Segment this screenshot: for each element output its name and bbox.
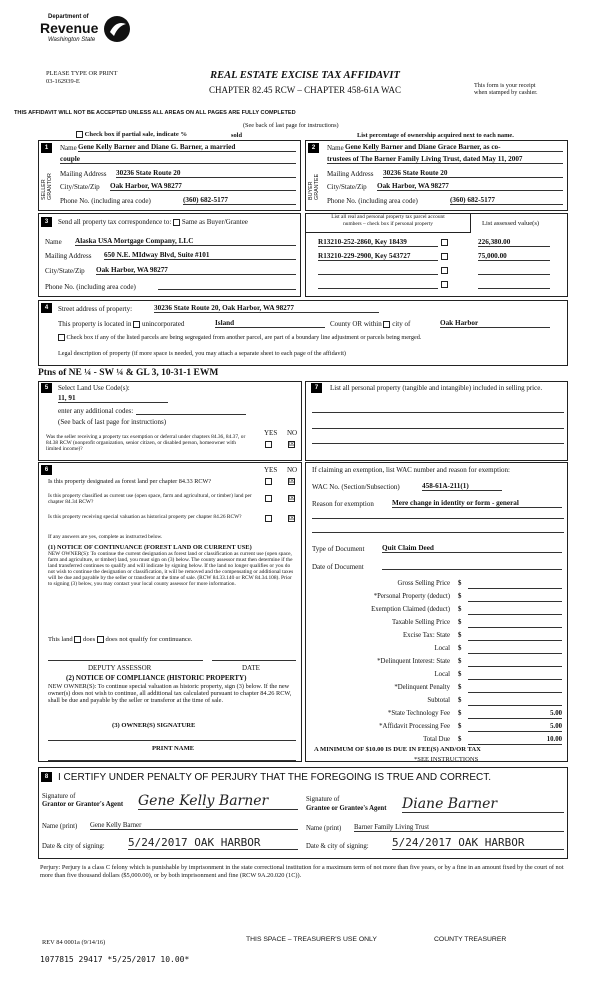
corr-title: Send all property tax correspondence to: [58,218,172,226]
seller-city-label: City/State/Zip [60,183,100,191]
corr-mail-label: Mailing Address [45,252,92,260]
segregated-checkbox[interactable] [58,334,65,341]
compliance-body: NEW OWNER(S): To continue special valuation as historic property, sign (3) below. If the new owner(s) does not wish to continue, all additional tax calculated pursuant to chapter 84.26 RCW, shall be due and payable by the seller or transferor at the time of sale. [48,683,292,704]
calc-row-dollar: $ [458,684,462,691]
calc-row-value[interactable] [468,658,562,667]
additional-codes-label: enter any additional codes: [58,407,134,415]
grantor-name-label: Name (print) [42,823,78,830]
revenue-logo [40,14,135,52]
reason-value: Mere change in identity or form - general [392,499,562,508]
forest-q2-no[interactable]: ☒ [289,494,296,502]
section-7-personal [305,381,568,461]
calc-row-value[interactable]: 5.00 [468,723,562,732]
exemption-claim: If claiming an exemption, list WAC number and reason for exemption: [312,466,510,474]
forest-q1: Is this property designated as forest land per chapter 84.33 RCW? [48,478,212,485]
grantee-date-label: Date & city of signing: [306,843,369,850]
parcel-value-1: 226,380.00 [478,238,550,247]
land-use-no: NO [287,429,298,437]
seller-mail: 30236 State Route 20 [116,169,296,178]
seller-city: Oak Harbor, WA 98277 [110,182,296,191]
partial-sale-label: Check box if partial sale, indicate % [84,131,188,139]
located-row [58,320,184,328]
buyer-name-2: trustees of The Barner Family Living Trust, dated May 11, 2007 [327,155,563,164]
same-as-buyer-label: Same as Buyer/Grantee [181,218,248,226]
owner-sig-line[interactable] [48,740,296,741]
parcel-value-4[interactable] [478,288,550,289]
buyer-name-1: Gene Kelly Barner and Diane Grace Barner, as co- [345,143,563,152]
calc-row-value[interactable] [468,697,562,706]
exemption-yes-checkbox[interactable] [265,441,272,448]
county-or-label: County OR [330,320,363,328]
receipt-note-1: This form is your receipt [474,82,536,89]
exemption-question: Was the seller receiving a property tax exemption or deferral under chapters 84.36, 84.37, or 84.38 RCW (nonprofit organization, senior citizen, or disabled person, homeowner with limited income)? [46,434,246,453]
land-use-see-back: (See back of last page for instructions) [58,418,167,426]
same-as-buyer-checkbox[interactable] [173,219,180,226]
reason-label: Reason for exemption [312,500,374,508]
city-of-label: city of [392,320,411,328]
deputy-label: DEPUTY ASSESSOR [88,664,152,672]
parcel-row-1: R13210-252-2860, Key 18439 [318,238,438,247]
grantee-sig-label-2: Grantee or Grantee's Agent [306,805,387,812]
seller-mail-label: Mailing Address [60,170,107,178]
print-name-label: PRINT NAME [152,745,195,752]
minimum-notice: A MINIMUM OF $10.00 IS DUE IN FEE(S) AND/OR TAX [314,746,481,753]
calc-row-label: Excise Tax: State [403,632,450,639]
calc-row-value[interactable]: 10.00 [468,736,562,745]
calc-row-dollar: $ [458,697,462,704]
calc-row-value[interactable] [468,645,562,654]
calc-row-dollar: $ [458,632,462,639]
rev-code: REV 84 0001a (9/14/16) [42,939,106,946]
grantee-date: 5/24/2017 OAK HARBOR [392,836,564,850]
parcel-1-checkbox[interactable] [441,239,448,246]
personal-line-3[interactable] [312,443,564,444]
land-use-title: Select Land Use Code(s): [58,384,130,392]
buyer-city-label: City/State/Zip [327,183,367,191]
calc-row-label: *Delinquent Interest: State [377,658,450,665]
receipt-note-2: when stamped by cashier. [474,89,538,96]
calc-row-dollar: $ [458,645,462,652]
calc-row-value[interactable] [468,684,562,693]
grantor-sig-label-2: Grantor or Grantor's Agent [42,801,124,808]
partial-sale-checkbox[interactable] [76,131,83,138]
parcels-header-1: List all real and personal property tax parcel account [331,214,445,220]
forest-q2-yes[interactable] [265,495,272,502]
unincorporated-label: unincorporated [141,320,185,328]
perjury-text [40,864,568,880]
calc-row-label: Subtotal [427,697,450,704]
county-treasurer: COUNTY TREASURER [434,936,507,943]
calc-row-label: Exemption Claimed (deduct) [371,606,450,613]
section-3-number: 3 [41,217,52,227]
calc-row-value[interactable] [468,593,562,602]
forest-q3-yes[interactable] [265,515,272,522]
corr-name: Alaska USA Mortgage Company, LLC [75,237,296,246]
form-title: REAL ESTATE EXCISE TAX AFFIDAVIT [210,70,400,81]
logo-text-1: Department of [48,14,89,20]
this-land-row [48,636,192,643]
buyer-side-label: BUYER GRANTEE [308,173,320,200]
forest-answers: If any answers are yes, complete as instructed below. [48,534,163,540]
unincorporated-checkbox[interactable] [133,321,140,328]
calc-row-label: *State Technology Fee [387,710,450,717]
buyer-phone-label: Phone No. (including area code) [327,197,418,205]
calc-row-dollar: $ [458,580,462,587]
form-chapters: CHAPTER 82.45 RCW – CHAPTER 458-61A WAC [209,85,401,95]
grantor-signature: Gene Kelly Barner [138,793,298,810]
calc-row-label: Gross Selling Price [397,580,450,587]
street-label: Street address of property: [58,305,133,313]
grantee-signature: Diane Barner [402,796,564,813]
calc-row-dollar: $ [458,606,462,613]
seller-side-label: SELLER GRANTOR [41,173,53,200]
cashier-stamp: 1077815 29417 *5/25/2017 10.00* [40,955,190,964]
doc-type-value: Quit Claim Deed [382,544,562,553]
grantee-name-label: Name (print) [306,825,342,832]
personal-line-1[interactable] [312,412,564,413]
calc-row-value[interactable] [468,580,562,589]
section-1-number: 1 [41,143,52,153]
reason-line-3[interactable] [312,532,564,533]
calc-row-dollar: $ [458,736,462,743]
calc-row-value[interactable]: 5.00 [468,710,562,719]
logo-swirl-icon [102,14,132,44]
forest-q1-no[interactable]: ☒ [289,477,296,485]
city-value: Oak Harbor [440,319,550,328]
personal-text: List all personal property (tangible and intangible) included in selling price. [330,384,543,392]
land-use-yes: YES [264,429,278,437]
legal-value: Ptns of NE ¼ - SW ¼ & GL 3, 10-31-1 EWM [38,368,219,378]
does-not-checkbox[interactable] [97,636,104,643]
calc-row-dollar: $ [458,658,462,665]
buyer-phone: (360) 682-5177 [450,196,563,205]
forest-q3-no[interactable]: ☒ [289,514,296,522]
personal-line-2[interactable] [312,428,564,429]
parcel-row-2: R13210-229-2900, Key 543727 [318,252,438,261]
section-2-number: 2 [308,143,319,153]
partial-sale-row [76,131,187,138]
corr-city: Oak Harbor, WA 98277 [96,266,296,275]
seller-phone-label: Phone No. (including area code) [60,197,151,205]
calc-row-label: Taxable Selling Price [391,619,450,626]
does-checkbox[interactable] [74,636,81,643]
county-or-row [330,320,410,328]
calc-row-label: *Affidavit Processing Fee [379,723,450,730]
parcel-row-3[interactable] [318,274,438,275]
compliance-title: (2) NOTICE OF COMPLIANCE (HISTORIC PROPERTY) [66,674,247,682]
please-type: PLEASE TYPE OR PRINT [46,70,118,77]
parcel-row-4[interactable] [318,288,438,289]
does-label: does [83,636,96,644]
doc-date-label: Date of Document [312,563,364,571]
grantor-sig-label-1: Signature of [42,793,76,800]
perjury-body: Perjury: Perjury is a class C felony which is punishable by imprisonment in the state correctional institution for a maximum term of not more than five years, or by a fine in an amount fixed by the court of not more than five thousand dollars ($5,000.00), or by both imprisonment and fine (RCW 9A.20.020 (1C)). [40,864,564,879]
forest-q2: Is this property classified as current use (open space, farm and agricultural, or timber) land per chapter 84.34 RCW? [48,493,252,506]
county-value: Island [215,319,325,328]
seller-name-label: Name [60,144,77,152]
forest-no: NO [287,466,298,474]
value-header: List assessed value(s) [482,220,540,227]
continuance-title: (1) NOTICE OF CONTINUANCE (FOREST LAND OR CURRENT USE) [48,544,252,551]
owner-sig-label: (3) OWNER(S) SIGNATURE [112,722,196,729]
calc-row-dollar: $ [458,723,462,730]
deputy-line[interactable] [48,660,203,661]
street-value: 30236 State Route 20, Oak Harbor, WA 98277 [154,304,379,313]
list-pct: List percentage of ownership acquired next to each name. [357,132,514,139]
see-back: (See back of last page for instructions) [243,122,339,129]
corr-title-row [58,218,248,226]
forest-q3: Is this property receiving special valuation as historical property per chapter 84.26 RCW? [48,514,242,520]
calc-row-value[interactable] [468,671,562,680]
segregated-label: Check box if any of the listed parcels are being segregated from another parcel, are part of a boundary line adjustment or parcels being merged. [66,334,422,341]
wac-label: WAC No. (Section/Subsection) [312,483,400,491]
legal-label: Legal description of property (if more space is needed, you may attach a separate sheet to each page of the affidavit) [58,350,346,357]
calc-row-label: *Delinquent Penalty [394,684,450,691]
doc-type-label: Type of Document [312,545,365,553]
within-label: within [363,320,382,328]
calc-row-dollar: $ [458,619,462,626]
segregated-row [58,334,421,341]
land-use-code: 11, 91 [58,394,168,403]
grantee-sig-label-1: Signature of [306,796,340,803]
grantor-date: 5/24/2017 OAK HARBOR [128,836,298,850]
grantee-name: Barner Family Living Trust [354,824,564,832]
buyer-name-label: Name [327,144,344,152]
corr-phone-label: Phone No. (including area code) [45,283,136,291]
deputy-date-label: DATE [242,664,260,672]
wac-value: 458-61A-211(1) [422,482,502,491]
doc-date-value[interactable] [382,562,562,570]
seller-name-2: couple [60,155,296,164]
corr-name-label: Name [45,238,62,246]
logo-text-3: Washington State [48,37,96,43]
forest-yes: YES [264,466,278,474]
calc-row-label: Local [434,671,450,678]
calc-row-label: Total Due [423,736,450,743]
section-7-number: 7 [311,383,322,393]
forest-q1-yes[interactable] [265,478,272,485]
this-land-label: This land [48,636,73,644]
seller-phone: (360) 682-5177 [183,196,296,205]
calc-row-dollar: $ [458,671,462,678]
see-instructions: *SEE INSTRUCTIONS [414,756,479,763]
print-name-line[interactable] [48,760,296,761]
seller-name-1: Gene Kelly Barner and Diane G. Barner, a married [78,143,296,152]
grantor-date-label: Date & city of signing: [42,843,105,850]
calc-row-value[interactable] [468,632,562,641]
calc-row-label: *Personal Property (deduct) [373,593,450,600]
does-not-label: does not qualify for continuance. [105,636,193,644]
reason-line-2[interactable] [312,518,564,519]
calc-row-label: Local [434,645,450,652]
buyer-city: Oak Harbor, WA 98277 [377,182,563,191]
section-6-forest [38,462,302,762]
certify-statement: I CERTIFY UNDER PENALTY OF PERJURY THAT THE FOREGOING IS TRUE AND CORRECT. [58,772,492,783]
section-5-number: 5 [41,383,52,393]
section-6-number: 6 [41,465,52,475]
located-in-label: This property is located in [58,320,132,328]
calc-row-dollar: $ [458,593,462,600]
buyer-mail: 30236 State Route 20 [383,169,563,178]
sold-label: sold [231,132,243,139]
parcel-value-2: 75,000.00 [478,252,550,261]
grantor-name: Gene Kelly Barner [90,822,298,830]
continuance-body: NEW OWNER(S): To continue the current designation as forest land or classification as current use (open space, farm and agriculture, or timber) land, you must sign on (3) below. The county assessor must then determine if the land transferred continues to qualify and will indicate by signing below. If the land no longer qualifies or you do not wish to continue the designation or classification, it will be removed and the compensating or additional taxes will be due and payable by the seller or transferor at the time of sale. (RCW 84.33.140 or RCW 84.34.108). Prior to signing (3) below, you may contact your local county assessor for more information. [48,551,294,588]
parcels-header-2: numbers – check box if personal property [343,221,433,227]
parcel-2-checkbox[interactable] [441,253,448,260]
corr-mail: 650 N.E. MIdway Blvd, Suite #101 [104,251,296,260]
logo-text-2: Revenue [40,20,99,36]
parcel-3-checkbox[interactable] [441,267,448,274]
exemption-no-checkbox[interactable]: ☒ [289,440,296,448]
warning: THIS AFFIDAVIT WILL NOT BE ACCEPTED UNLESS ALL AREAS ON ALL PAGES ARE FULLY COMPLETED [14,110,296,116]
corr-phone[interactable] [158,282,296,290]
city-checkbox[interactable] [383,321,390,328]
buyer-mail-label: Mailing Address [327,170,374,178]
section-8-number: 8 [41,772,52,782]
corr-city-label: City/State/Zip [45,267,85,275]
calc-row-value[interactable] [468,619,562,628]
section-4-number: 4 [41,303,52,313]
parcel-value-3[interactable] [478,274,550,275]
calc-row-value[interactable] [468,606,562,615]
additional-codes-input[interactable] [136,407,246,415]
form-code: 03-162939-E [46,78,80,85]
deputy-date-line[interactable] [212,660,296,661]
calc-row-dollar: $ [458,710,462,717]
parcel-4-checkbox[interactable] [441,281,448,288]
treasurer-space: THIS SPACE – TREASURER'S USE ONLY [246,936,377,943]
